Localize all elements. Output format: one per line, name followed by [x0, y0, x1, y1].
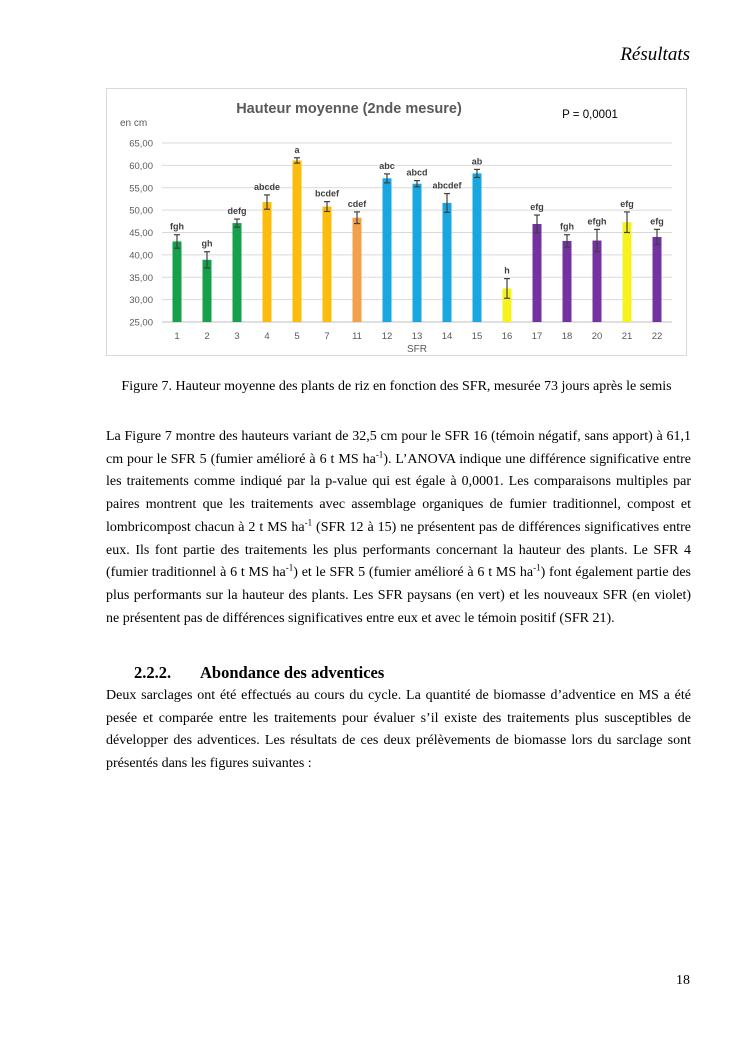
bar	[473, 173, 482, 322]
significance-label: fgh	[560, 221, 574, 232]
bar	[203, 260, 212, 322]
figure-caption: Figure 7. Hauteur moyenne des plants de riz en fonction des SFR, mesurée 73 jours après le semis	[121, 379, 672, 394]
significance-label: abc	[379, 160, 395, 171]
x-tick-label: 20	[591, 331, 603, 342]
y-tick-label: 25,00	[129, 317, 153, 329]
page-number: 18	[676, 973, 690, 988]
bar	[263, 202, 272, 322]
paragraph-text: ) et le SFR 5 (fumier amélioré à 6 t MS ha	[293, 565, 534, 581]
significance-label: efg	[620, 198, 634, 209]
x-tick-label: 4	[264, 331, 270, 342]
x-tick-label: 15	[471, 331, 483, 342]
bar	[383, 178, 392, 322]
y-axis-title: en cm	[120, 118, 148, 129]
p-value-label: P = 0,0001	[562, 109, 618, 121]
page-header: Résultats	[620, 44, 690, 65]
x-tick-label: 13	[411, 331, 423, 342]
bar	[173, 241, 182, 322]
x-tick-label: 1	[174, 331, 180, 342]
superscript: -1	[304, 517, 313, 528]
significance-label: bcdef	[314, 188, 340, 199]
x-tick-label: 2	[204, 331, 210, 342]
significance-label: fgh	[170, 221, 184, 232]
significance-label: abcd	[406, 167, 428, 178]
significance-label: abcdef	[432, 180, 462, 191]
x-tick-label: 21	[621, 331, 633, 342]
paragraph-weeds: Deux sarclages ont été effectués au cours du cycle. La quantité de biomasse d’adventice en MS a été pesée et comparée entre les traitements pour évaluer s’il existe des traitements plus susceptibles de développer des adventices. Les résultats de ces deux prélèvements de biomasse lors du sarclage sont présentés dans les figures suivantes :	[106, 688, 691, 772]
bar	[533, 224, 542, 322]
significance-label: gh	[201, 238, 213, 249]
superscript: -1	[285, 562, 294, 573]
paragraph-text: ). L’ANOVA indique une différence significative entre les traitements comme indiqué par la p-value qui est égale à 0,0001. Les comparaisons multiples par paires montrent que les traitements avec assemblage organiques de fumier traditionnel, compost et lombricompost chacun à 2 t MS ha	[106, 451, 691, 535]
paragraph-text: ) font également partie des plus performants sur la hauteur des plants. Les SFR paysans (en vert) et les nouveaux SFR (en violet) ne présentent pas de différences significatives entre eux et avec le témoin positif (SFR 21).	[106, 565, 691, 626]
x-tick-label: 3	[234, 331, 240, 342]
y-tick-label: 50,00	[129, 205, 153, 217]
x-tick-label: 16	[501, 331, 513, 342]
y-tick-label: 55,00	[129, 183, 153, 195]
x-tick-label: 11	[352, 331, 362, 342]
bar	[413, 184, 422, 322]
significance-label: efgh	[587, 216, 607, 227]
x-tick-label: 17	[531, 331, 543, 342]
y-tick-label: 35,00	[129, 272, 153, 284]
significance-label: efg	[530, 202, 544, 213]
significance-label: cdef	[347, 198, 367, 209]
x-tick-label: 18	[561, 331, 573, 342]
superscript: -1	[375, 449, 384, 460]
x-tick-label: 12	[381, 331, 393, 342]
bar	[293, 160, 302, 322]
superscript: -1	[533, 562, 541, 573]
bar	[563, 241, 572, 322]
x-tick-label: 22	[651, 331, 663, 342]
paragraph-text: (SFR 12 à 15) ne présentent pas de différences significatives entre eux. Ils font partie des traitements les plus performants concernant la hauteur des plants. Le SFR 4 (fumier traditionnel à 6 t MS ha	[106, 519, 692, 581]
bar	[653, 237, 662, 322]
x-tick-label: 7	[324, 331, 330, 342]
significance-label: ab	[471, 156, 483, 167]
paragraph-text: La Figure 7 montre des hauteurs variant de 32,5 cm pour le SFR 16 (témoin négatif, sans apport) à 61,1 cm pour le SFR 5 (fumier amélioré à 6 t MS ha	[106, 429, 691, 467]
section-title: Abondance des adventices	[200, 663, 385, 682]
bar	[443, 203, 452, 322]
y-tick-label: 30,00	[129, 295, 153, 307]
bar	[353, 218, 362, 322]
section-number: 2.2.2.	[134, 663, 172, 682]
figure-chart	[106, 88, 687, 356]
significance-label: defg	[227, 206, 247, 217]
bar	[593, 241, 602, 322]
section-heading	[134, 663, 384, 683]
paragraph-results	[106, 426, 691, 630]
significance-label: h	[504, 265, 510, 276]
significance-label: a	[294, 144, 300, 155]
x-tick-label: 5	[294, 331, 300, 342]
y-tick-label: 65,00	[129, 138, 153, 150]
bar	[233, 223, 242, 322]
bar	[323, 207, 332, 322]
chart-title: Hauteur moyenne (2nde mesure)	[236, 101, 462, 117]
y-tick-label: 40,00	[129, 250, 153, 262]
significance-label: efg	[650, 216, 664, 227]
y-tick-label: 45,00	[129, 228, 153, 239]
significance-label: abcde	[253, 181, 281, 192]
bar-chart	[107, 89, 686, 355]
x-axis-title: SFR	[407, 344, 427, 355]
y-tick-label: 60,00	[129, 160, 153, 172]
x-tick-label: 14	[441, 331, 453, 342]
bar	[623, 222, 632, 322]
